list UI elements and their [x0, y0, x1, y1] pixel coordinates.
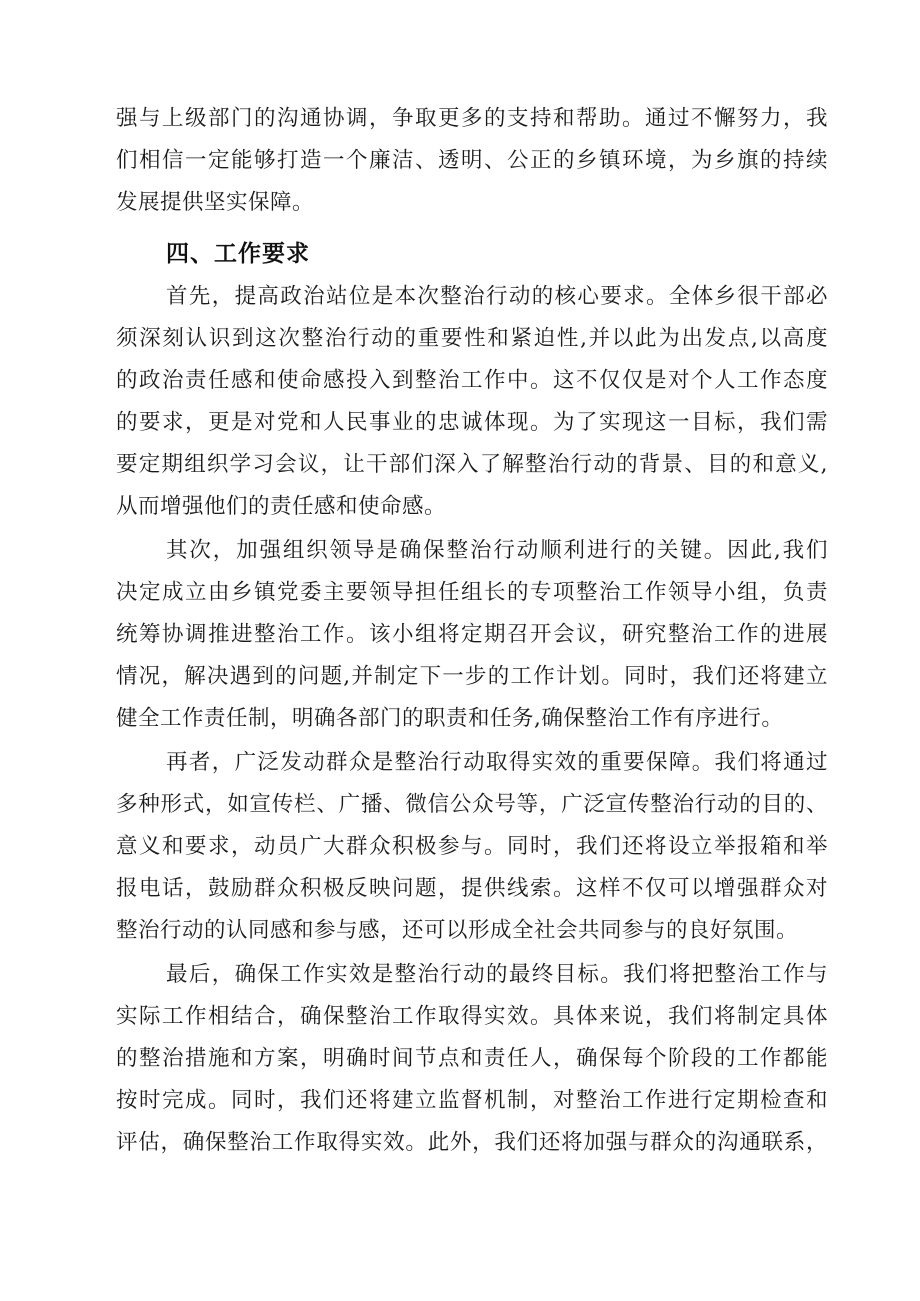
paragraph-work-effectiveness [116, 954, 828, 1164]
text-line: 最后，确保工作实效是整治行动的最终目标。我们将把整治工作与 [166, 962, 828, 987]
text-line: 情况，解决遇到的问题,并制定下一步的工作计划。同时，我们还将建立 [116, 664, 828, 689]
text-line: 从而增强他们的责任感和使命感。 [116, 494, 447, 519]
paragraph-political-standing [116, 276, 828, 528]
text-line: 的整治措施和方案，明确时间节点和责任人，确保每个阶段的工作都能 [116, 1046, 828, 1071]
text-line: 的政治责任感和使命感投入到整治工作中。这不仅仅是对个人工作态度 [116, 368, 828, 393]
text-line: 报电话，鼓励群众积极反映问题，提供线索。这样不仅可以增强群众对 [116, 876, 828, 901]
text-line: 按时完成。同时，我们还将建立监督机制，对整治工作进行定期检查和 [116, 1088, 828, 1113]
paragraph-mobilize-masses [116, 742, 828, 952]
text-line: 的要求，更是对党和人民事业的忠诚体现。为了实现这一目标，我们需 [116, 410, 828, 435]
text-line: 要定期组织学习会议，让干部们深入了解整治行动的背景、目的和意义, [116, 452, 828, 477]
text-line: 意义和要求，动员广大群众积极参与。同时，我们还将设立举报箱和举 [116, 834, 828, 859]
text-line: 健全工作责任制，明确各部门的职责和任务,确保整治工作有序进行。 [116, 706, 784, 731]
text-line: 决定成立由乡镇党委主要领导担任组长的专项整治工作领导小组，负责 [116, 580, 828, 605]
text-line: 实际工作相结合，确保整治工作取得实效。具体来说，我们将制定具体 [116, 1004, 828, 1029]
paragraph-organizational-leadership [116, 530, 828, 740]
text-line: 其次，加强组织领导是确保整治行动顺利进行的关键。因此,我们 [166, 538, 828, 563]
text-line: 须深刻认识到这次整治行动的重要性和紧迫性,并以此为出发点,以高度 [116, 326, 828, 351]
text-line: 再者，广泛发动群众是整治行动取得实效的重要保障。我们将通过 [166, 750, 828, 775]
text-line: 多种形式，如宣传栏、广播、微信公众号等，广泛宣传整治行动的目的、 [116, 792, 828, 817]
text-line: 们相信一定能够打造一个廉洁、透明、公正的乡镇环境，为乡旗的持续 [116, 148, 828, 173]
text-line: 首先，提高政治站位是本次整治行动的核心要求。全体乡很干部必 [166, 284, 828, 309]
text-line: 发展提供坚实保障。 [116, 190, 315, 215]
text-line: 评估，确保整治工作取得实效。此外，我们还将加强与群众的沟通联系， [116, 1130, 828, 1155]
text-line: 强与上级部门的沟通协调，争取更多的支持和帮助。通过不懈努力，我 [116, 106, 828, 131]
document-body [116, 98, 828, 1164]
intro-paragraph [116, 98, 828, 224]
text-line: 统筹协调推进整治工作。该小组将定期召开会议，研究整治工作的进展 [116, 622, 828, 647]
text-line: 整治行动的认同感和参与感，还可以形成全社会共同参与的良好氛围。 [116, 918, 799, 943]
section-heading: 四、工作要求 [166, 241, 310, 267]
